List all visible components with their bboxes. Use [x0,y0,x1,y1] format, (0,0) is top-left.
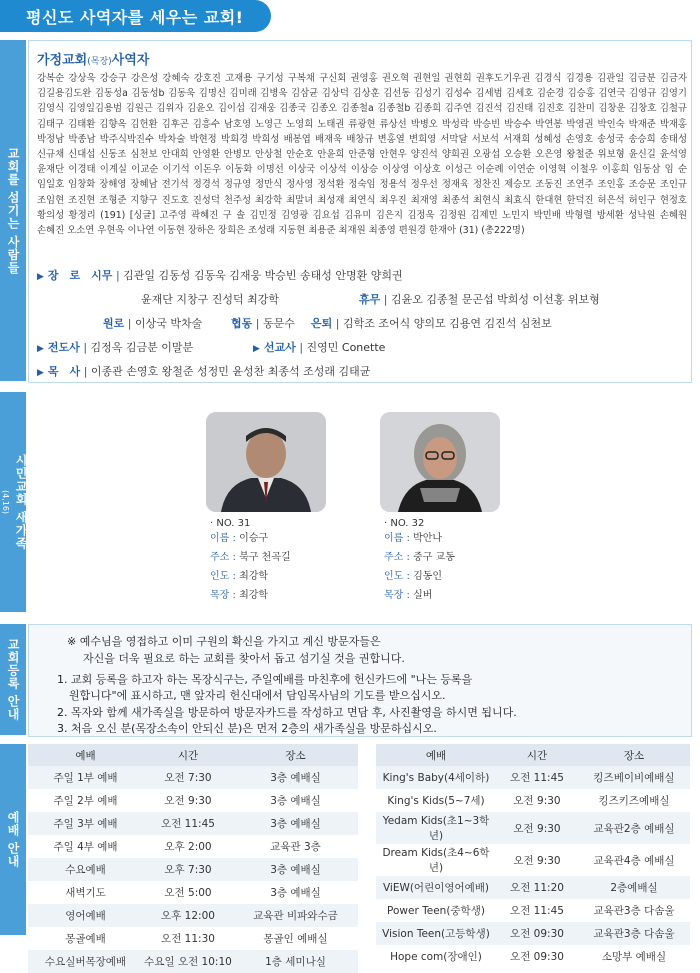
ministry-heading-tail: 사역자 [111,53,150,68]
field-key: 이름 [210,533,230,544]
side-label-registration-text: 교회등록 안내 [6,637,20,722]
cell-place: 킹즈베이비예배실 [578,766,690,789]
role-retired: 은퇴 | 김학조 조어식 양의모 김용연 김진석 심천보 [311,317,552,330]
cell-time: 오전 9:30 [496,789,578,812]
col-header-service: 예배 [28,744,143,766]
field-key: 인도 [210,571,230,582]
registration-note: ※ 예수님을 영접하고 이미 구원의 확신을 가지고 계신 방문자들은 [67,635,381,648]
cell-place: 교육관 비파와수금 [233,904,358,927]
role-pastor-names: 이종관 손영호 왕철준 성정민 윤성찬 최종석 조성래 김태균 [90,365,371,378]
cell-place: 3층 예배실 [233,812,358,835]
cell-service: Dream Kids(초4~6학년) [376,844,496,876]
field-key: 목장 [384,590,404,601]
cell-time: 수요일 오전 10:10 [143,950,233,973]
cell-place: 교육관2층 예배실 [578,812,690,844]
field-value: 실버 [413,590,433,601]
table-row [28,789,358,812]
table-row [28,766,358,789]
field-value: 최강학 [239,590,269,601]
registration-step-1: 1. 교회 등록을 하고자 하는 목장식구는, 주일예배를 마친후에 헌신카드에 "나는 등록을 [57,673,473,686]
cell-time: 오전 9:30 [496,812,578,844]
newcomer-address-row: 주소 : 중구 교동 [384,552,455,563]
cell-place: 교육관4층 예배실 [578,844,690,876]
col-header-place: 장소 [233,744,358,766]
role-retired-names: 김학조 조어식 양의모 김용연 김진석 심천보 [342,317,552,330]
cell-service: 주일 4부 예배 [28,835,143,858]
col-header-place: 장소 [578,744,690,766]
cell-service: 몽골예배 [28,927,143,950]
table-row [28,881,358,904]
newcomer-address-row: 주소 : 북구 천곡길 [210,552,291,563]
cell-time: 오후 12:00 [143,904,233,927]
role-elder-cont [141,291,279,307]
cell-time: 오후 2:00 [143,835,233,858]
side-label-worship [0,744,26,935]
title-banner [0,0,271,32]
role-rest: 휴무 | 김윤오 김종철 문곤섭 박희성 이선홍 위보형 [359,293,600,306]
table-row [376,789,690,812]
worship-section [28,744,690,968]
newcomer-card [380,412,540,605]
newcomer-number: · NO. 31 [210,518,251,529]
role-elder-label: ▶ 장 로 시무 [37,269,112,282]
cell-place: 3층 예배실 [233,881,358,904]
ministry-heading [37,49,149,68]
role-pastor-label: ▶ 목 사 [37,365,80,378]
cell-service: 새벽기도 [28,881,143,904]
field-value: 북구 천곡길 [239,552,291,563]
side-label-newcomers [0,392,26,612]
table-row [28,835,358,858]
role-associate-names: 동문수 [262,317,295,330]
cell-place: 3층 예배실 [233,858,358,881]
side-label-ministry-text: 교회를 섬기는 사람들 [6,146,20,275]
cell-place: 3층 예배실 [233,789,358,812]
role-evangelist: ▶ 전도사 | 김정옥 김금분 이말분 [37,339,193,355]
registration-step-1-cont: 원합니다"에 표시하고, 맨 앞자리 헌신대에서 담임목사님의 기도를 받으십시오. [69,689,446,702]
role-rest-label: 휴무 [359,293,381,306]
role-missionary-names: 진영민 Conette [306,341,386,354]
person-photo-icon [206,412,326,512]
table-row [376,876,690,899]
cell-place: 몽골인 예배실 [233,927,358,950]
cell-place: 교육관 3층 [233,835,358,858]
newcomer-group-row: 목장 : 최강학 [210,590,269,601]
newcomer-group-row: 목장 : 실버 [384,590,433,601]
role-emeritus: 원로 | 이상국 박차술 [103,317,203,330]
cell-time: 오전 5:00 [143,881,233,904]
cell-place: 소망부 예배실 [578,945,690,968]
cell-place: 2층예배실 [578,876,690,899]
worship-table-adult [28,744,358,973]
registration-section [28,624,692,737]
ministry-heading-small: (목장) [87,57,112,67]
role-elder-cont-names: 윤재단 지창구 진성덕 최강학 [141,293,280,306]
cell-time: 오전 9:30 [496,844,578,876]
side-label-newcomers-sub: (4,16) [1,489,10,515]
cell-service: Power Teen(중학생) [376,899,496,922]
cell-time: 오전 7:30 [143,766,233,789]
registration-step-2: 2. 목자와 함께 새가족실을 방문하여 방문자카드를 작성하고 면담 후, 사진촬영을 하시면 됩니다. [57,706,517,719]
cell-time: 오전 11:30 [143,927,233,950]
newcomer-guide-row: 인도 : 김동인 [384,571,443,582]
table-row [28,858,358,881]
field-value: 이승구 [239,533,269,544]
ministry-heading-main: 가정교회 [37,53,88,68]
registration-step-3: 3. 처음 오신 분(목장소속이 안되신 분)은 먼저 2층의 새가족실을 방문하십시오. [57,722,437,735]
banner-title: 평신도 사역자를 세우는 교회! [26,8,244,27]
role-elder: ▶ 장 로 시무 | 김관일 김동성 김동욱 김재웅 박승빈 송태성 안명환 양희권 [37,267,403,283]
role-rest-names: 김윤오 김종철 문곤섭 박희성 이선홍 위보형 [390,293,600,306]
side-label-ministry [0,40,26,381]
table-row [376,922,690,945]
newcomer-photo [380,412,500,512]
cell-time: 오전 11:45 [143,812,233,835]
table-row [376,844,690,876]
table-row [28,950,358,973]
side-label-worship-text: 예배 안내 [6,810,20,869]
cell-place: 1층 세미나실 [233,950,358,973]
table-row [28,812,358,835]
cell-service: Vision Teen(고등학생) [376,922,496,945]
registration-note-cont: 자신을 더욱 필요로 하는 교회를 찾아서 돕고 섬기실 것을 권합니다. [83,652,405,665]
table-row [376,899,690,922]
side-label-registration [0,624,26,735]
cell-service: 수요실버목장예배 [28,950,143,973]
table-row [376,766,690,789]
cell-service: 주일 1부 예배 [28,766,143,789]
newcomers-section [28,392,690,612]
cell-service: King's Baby(4세이하) [376,766,496,789]
cell-time: 오전 09:30 [496,922,578,945]
field-key: 인도 [384,571,404,582]
cell-time: 오전 09:30 [496,945,578,968]
side-label-newcomers-text: 시민교회 새가족 [14,453,28,551]
role-evangelist-names: 김정옥 김금분 이말분 [90,341,194,354]
cell-service: 수요예배 [28,858,143,881]
newcomer-name-row: 이름 : 이승구 [210,533,269,544]
cell-time: 오전 11:45 [496,899,578,922]
field-key: 이름 [384,533,404,544]
cell-service: 영어예배 [28,904,143,927]
field-value: 김동인 [413,571,443,582]
ministry-section [28,40,692,383]
cell-place: 교육관3층 다솜울 [578,922,690,945]
role-pastor: ▶ 목 사 | 이종관 손영호 왕철준 성정민 윤성찬 최종석 조성래 김태균 [37,363,370,379]
role-associate-label: 협동 [231,317,253,330]
cell-service: Hope com(장애인) [376,945,496,968]
field-value: 중구 교동 [413,552,455,563]
cell-service: ViEW(어린이영어예배) [376,876,496,899]
role-elder-names: 김관일 김동성 김동욱 김재웅 박승빈 송태성 안명환 양희권 [123,269,403,282]
cell-time: 오후 7:30 [143,858,233,881]
newcomer-card [206,412,366,605]
role-evangelist-label: ▶ 전도사 [37,341,80,354]
newcomer-number: · NO. 32 [384,518,425,529]
col-header-time: 시간 [143,744,233,766]
cell-service: 주일 2부 예배 [28,789,143,812]
field-key: 주소 [384,552,404,563]
ministry-name-list: 강복순 강상욱 강승구 강은성 강혜숙 강호진 고재용 구기성 구복채 구신회 권영홍 권오혁 권현일 권현희 권후도기우권 김경식 김경용 김관일 김금분 김금자 김길용김도완 김동성a 김동성b 김동욱 김명신 김미래 김병욱 김삼균 김상덕 김상훈 김선동 김성기 김성수 김세범 김세호 김순경 김승홍 김연국 김영규 김영기 김영식 김영일김용범 김원근 김위자 김윤오 김이섭 김재웅 김종국 김종오 김종철a 김종철b 김종희 김주연 김진석 김진태 김진호 김찬미 김창운 김창호 김철규 김태구 김태환 김향옥 김헌환 김후곤 김흥수 남호영 노영근 노영희 노태권 류광현 류상선 박병오 박성락 박승빈 박승수 박연봉 박영권 박인숙 박재준 박재홍 박정남 박종남 박주식박진수 박차술 박현정 박희경 박희성 배봉엽 배재욱 배창규 변홍열 변희영 서막달 서보석 서재희 성혜성 손영호 송성국 송승희 송태성 신규채 신대섭 신동조 심천보 안대희 안영환 안병모 안상철 안순호 안윤희 안준형 안현우 양진석 양희권 오광섭 오승환 오은영 왕철준 위보형 윤신길 윤석영 윤재단 이경태 이계실 이교순 이기석 이돈우 이동화 이명선 이상국 이상석 이상승 이상영 이상호 이성근 이순례 이연순 이영혁 이철우 이홍희 임동삼 임 순 임일호 임창화 장해영 장혜남 전기석 정경석 정규영 정만식 정사영 정석환 정숙임 정용석 정우선 정재육 정찬진 제승모 조동진 조연주 조인홍 조승문 조인규 조임현 조진현 조형준 지향구 진도호 진성덕 천주성 최강학 최말녀 최성재 최연식 최우진 최재영 최종석 최현식 최효식 한대현 한덕진 허은석 허인구 현정호 황의성 황정리 (191) [싱글] 고주영 곽혜진 구 솔 김민정 김영광 김요섭 김유미 김은지 김정욱 김정원 김제민 노민지 박민배 박형렬 방세환 성낙원 손혜원 손혜진 오소연 우현욱 이나연 이동현 장하은 장희은 조성래 지동현 최용준 최재원 최종영 편원경 한재아 (31) (총222명) [37,73,687,237]
table-row [28,927,358,950]
cell-service: Yedam Kids(초1~3학년) [376,812,496,844]
table-row [376,812,690,844]
cell-service: King's Kids(5~7세) [376,789,496,812]
cell-service: 주일 3부 예배 [28,812,143,835]
table-row [376,945,690,968]
role-emeritus-names: 이상국 박차술 [134,317,203,330]
table-row [28,904,358,927]
col-header-time: 시간 [496,744,578,766]
field-key: 목장 [210,590,230,601]
role-missionary: ▶ 선교사 | 진영민 Conette [253,339,385,355]
newcomer-photo [206,412,326,512]
cell-time: 오전 11:20 [496,876,578,899]
newcomer-name-row: 이름 : 박안나 [384,533,443,544]
worship-table-youth [376,744,690,968]
cell-time: 오전 9:30 [143,789,233,812]
field-key: 주소 [210,552,230,563]
role-emeritus-label: 원로 [103,317,125,330]
cell-place: 교육관3층 다솜울 [578,899,690,922]
newcomer-guide-row: 인도 : 최강학 [210,571,269,582]
cell-place: 3층 예배실 [233,766,358,789]
col-header-service: 예배 [376,744,496,766]
field-value: 박안나 [413,533,443,544]
cell-time: 오전 11:45 [496,766,578,789]
person-photo-icon [380,412,500,512]
role-missionary-label: ▶ 선교사 [253,341,296,354]
cell-place: 킹즈키즈예배실 [578,789,690,812]
field-value: 최강학 [239,571,269,582]
role-associate: 협동 | 동문수 [231,317,295,330]
role-retired-label: 은퇴 [311,317,333,330]
